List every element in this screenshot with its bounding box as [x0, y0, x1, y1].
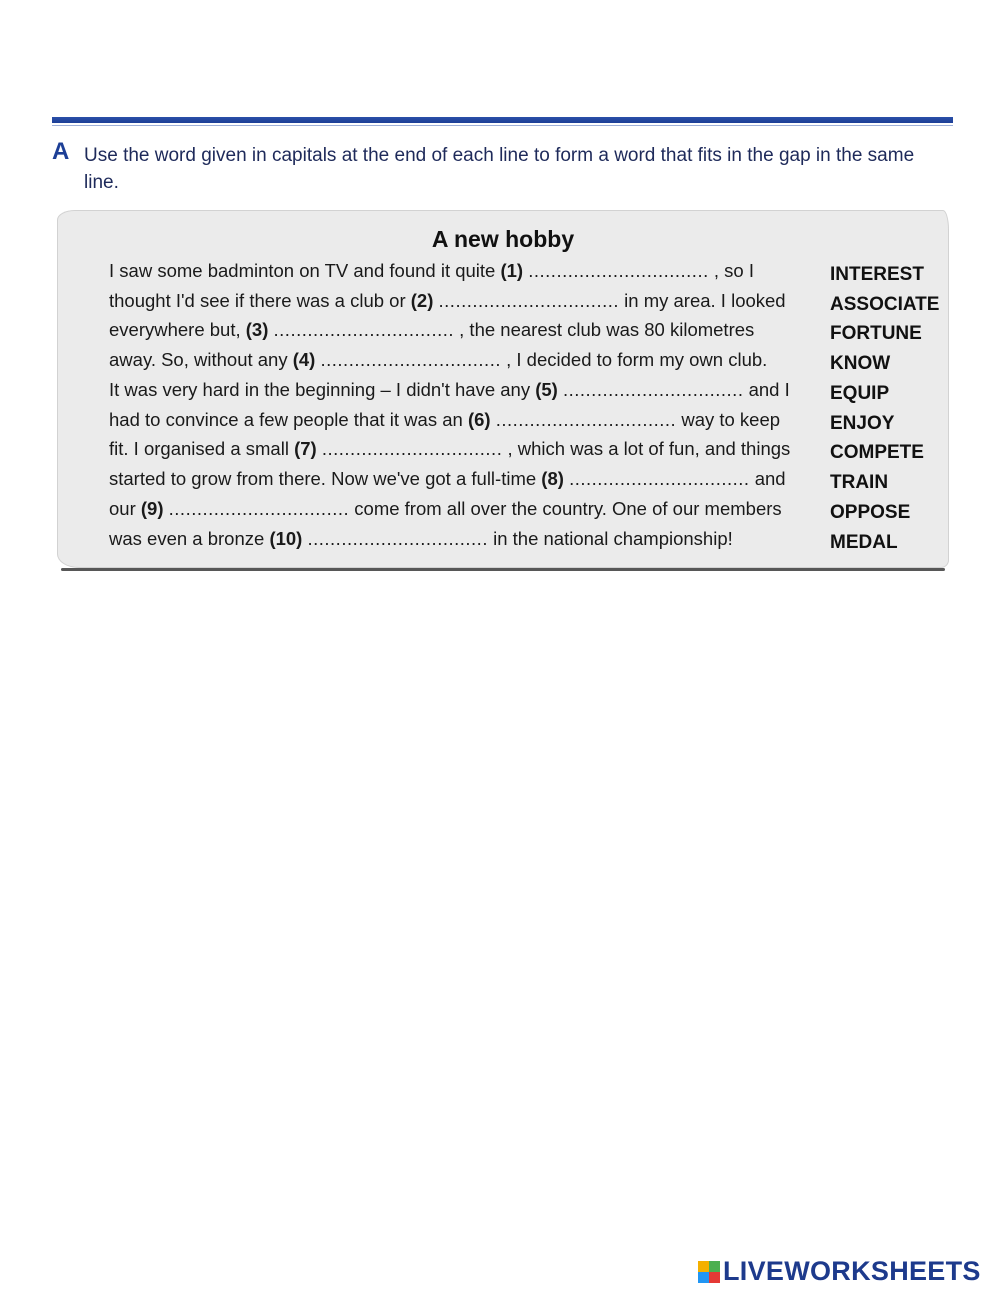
- keyword-1: INTEREST: [830, 264, 924, 285]
- keyword-5: EQUIP: [830, 383, 890, 404]
- passage-title: A new hobby: [431, 226, 575, 252]
- passage-line-10: was even a bronze (10) ................................ in the national championship!: [109, 528, 733, 549]
- passage-line-1: I saw some badminton on TV and found it quite (1) ................................ , so I: [109, 260, 754, 281]
- gap-number-7: (7): [294, 438, 317, 459]
- gap-6[interactable]: ................................: [495, 409, 677, 430]
- passage-line-4: away. So, without any (4) ................................ , I decided to form my own club.: [109, 349, 768, 370]
- header-rule-thin: [52, 125, 953, 126]
- gap-number-3: (3): [245, 319, 269, 340]
- liveworksheets-logo: [698, 1256, 981, 1287]
- logo-grid-icon: [698, 1261, 720, 1283]
- passage-box: [57, 210, 949, 568]
- passage-line-3: everywhere but, (3) ................................ , the nearest club was 80 kilometres: [109, 319, 755, 340]
- keyword-3: FORTUNE: [830, 323, 922, 344]
- header-rule: [52, 117, 953, 123]
- gap-number-10: (10): [269, 528, 303, 549]
- gap-number-2: (2): [410, 290, 434, 311]
- keyword-9: OPPOSE: [830, 502, 911, 523]
- keyword-2: ASSOCIATE: [830, 294, 940, 315]
- exercise-letter: A: [52, 138, 70, 165]
- gap-number-5: (5): [535, 379, 558, 400]
- gap-number-4: (4): [292, 349, 316, 370]
- keyword-10: MEDAL: [830, 532, 898, 553]
- passage-line-6: had to convince a few people that it was an (6) ................................ way to keep: [109, 409, 781, 430]
- keyword-6: ENJOY: [830, 413, 895, 434]
- gap-number-1: (1): [500, 260, 524, 281]
- passage-line-5: It was very hard in the beginning – I didn't have any (5) ................................ and I: [109, 379, 790, 400]
- keyword-4: KNOW: [830, 353, 891, 374]
- keyword-7: COMPETE: [830, 442, 924, 463]
- gap-9[interactable]: ................................: [168, 498, 350, 519]
- gap-number-8: (8): [541, 468, 564, 489]
- gap-number-9: (9): [140, 498, 164, 519]
- gap-5[interactable]: ................................: [562, 379, 744, 400]
- gap-1[interactable]: ................................: [528, 260, 709, 281]
- gap-10[interactable]: ................................: [307, 528, 488, 549]
- passage-line-8: started to grow from there. Now we've got a full-time (8) ................................ and: [109, 468, 786, 489]
- keyword-8: TRAIN: [830, 472, 889, 493]
- gap-2[interactable]: ................................: [438, 290, 620, 311]
- passage-line-7: fit. I organised a small (7) ................................ , which was a lot of fun, and things: [109, 438, 791, 459]
- gap-3[interactable]: ................................: [273, 319, 455, 340]
- passage-line-9: our (9) ................................ come from all over the country. One of our members: [109, 498, 782, 519]
- exercise-instructions: Use the word given in capitals at the end of each line to form a word that fits in the gap in the same line.: [84, 145, 915, 193]
- gap-7[interactable]: ................................: [321, 438, 503, 459]
- passage-line-2: thought I'd see if there was a club or (2) ................................ in my area. I looked: [109, 290, 786, 311]
- gap-number-6: (6): [467, 409, 491, 430]
- logo-text: LIVEWORKSHEETS: [723, 1256, 981, 1286]
- gap-8[interactable]: ................................: [569, 468, 750, 489]
- gap-4[interactable]: ................................: [320, 349, 501, 370]
